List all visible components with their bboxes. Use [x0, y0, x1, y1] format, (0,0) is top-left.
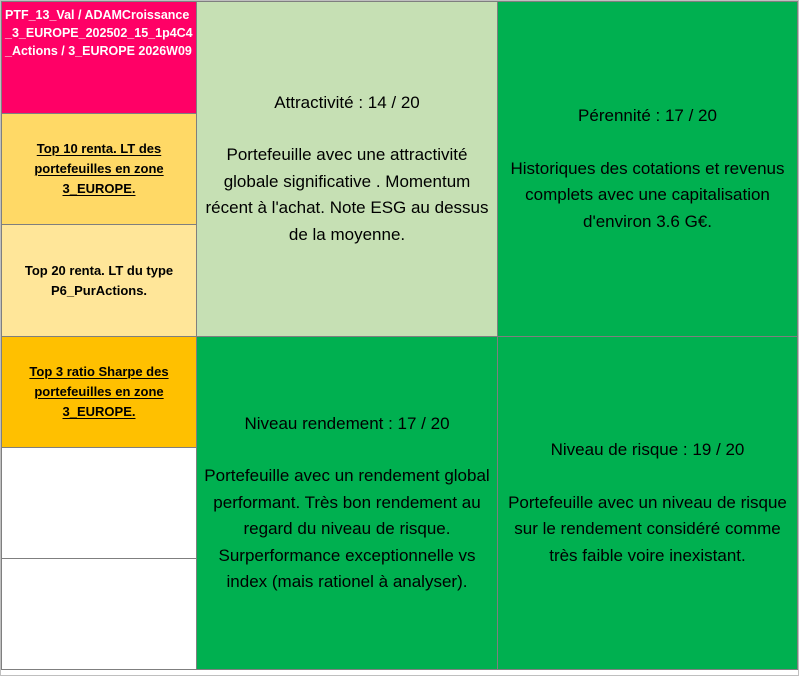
- badge-top10-text: Top 10 renta. LT des portefeuilles en zone 3_EUROPE.: [34, 141, 164, 196]
- attractivite-panel: [196, 1, 498, 337]
- empty-cell-2: [1, 558, 197, 670]
- attractivite-description: Portefeuille avec une attractivité globale significative . Momentum récent à l'achat. Note ESG au dessus de la moyenne.: [205, 145, 489, 244]
- perennite-description: Historiques des cotations et revenus complets avec une capitalisation d'environ 3.6 G€.: [510, 158, 785, 231]
- attractivite-title: Attractivité : 14 / 20: [274, 92, 420, 112]
- risque-description: Portefeuille avec un niveau de risque sur le rendement considéré comme très faible voire inexistant.: [508, 492, 787, 565]
- badge-top3-sharpe-zone: [1, 336, 197, 448]
- portfolio-id-cell: [1, 1, 197, 114]
- badge-top20-renta-type: [1, 224, 197, 337]
- badge-top10-renta-zone: [1, 113, 197, 225]
- portfolio-id-text: PTF_13_Val / ADAMCroissance_3_EUROPE_202502_15_1p4C4_Actions / 3_EUROPE 2026W09: [5, 8, 193, 58]
- rendement-description: Portefeuille avec un rendement global performant. Très bon rendement au regard du niveau de risque. Surperformance exceptionnelle vs index (mais rationel à analyser).: [204, 466, 490, 591]
- perennite-title: Pérennité : 17 / 20: [578, 106, 717, 125]
- empty-cell-1: [1, 447, 197, 559]
- badge-top3-text: Top 3 ratio Sharpe des portefeuilles en zone 3_EUROPE.: [29, 364, 169, 419]
- risque-panel: [497, 336, 798, 670]
- rendement-title: Niveau rendement : 17 / 20: [244, 413, 450, 433]
- rendement-panel: [196, 336, 498, 670]
- perennite-panel: [497, 1, 798, 337]
- badge-top20-text: Top 20 renta. LT du type P6_PurActions.: [24, 262, 174, 298]
- risque-title: Niveau de risque : 19 / 20: [550, 440, 745, 459]
